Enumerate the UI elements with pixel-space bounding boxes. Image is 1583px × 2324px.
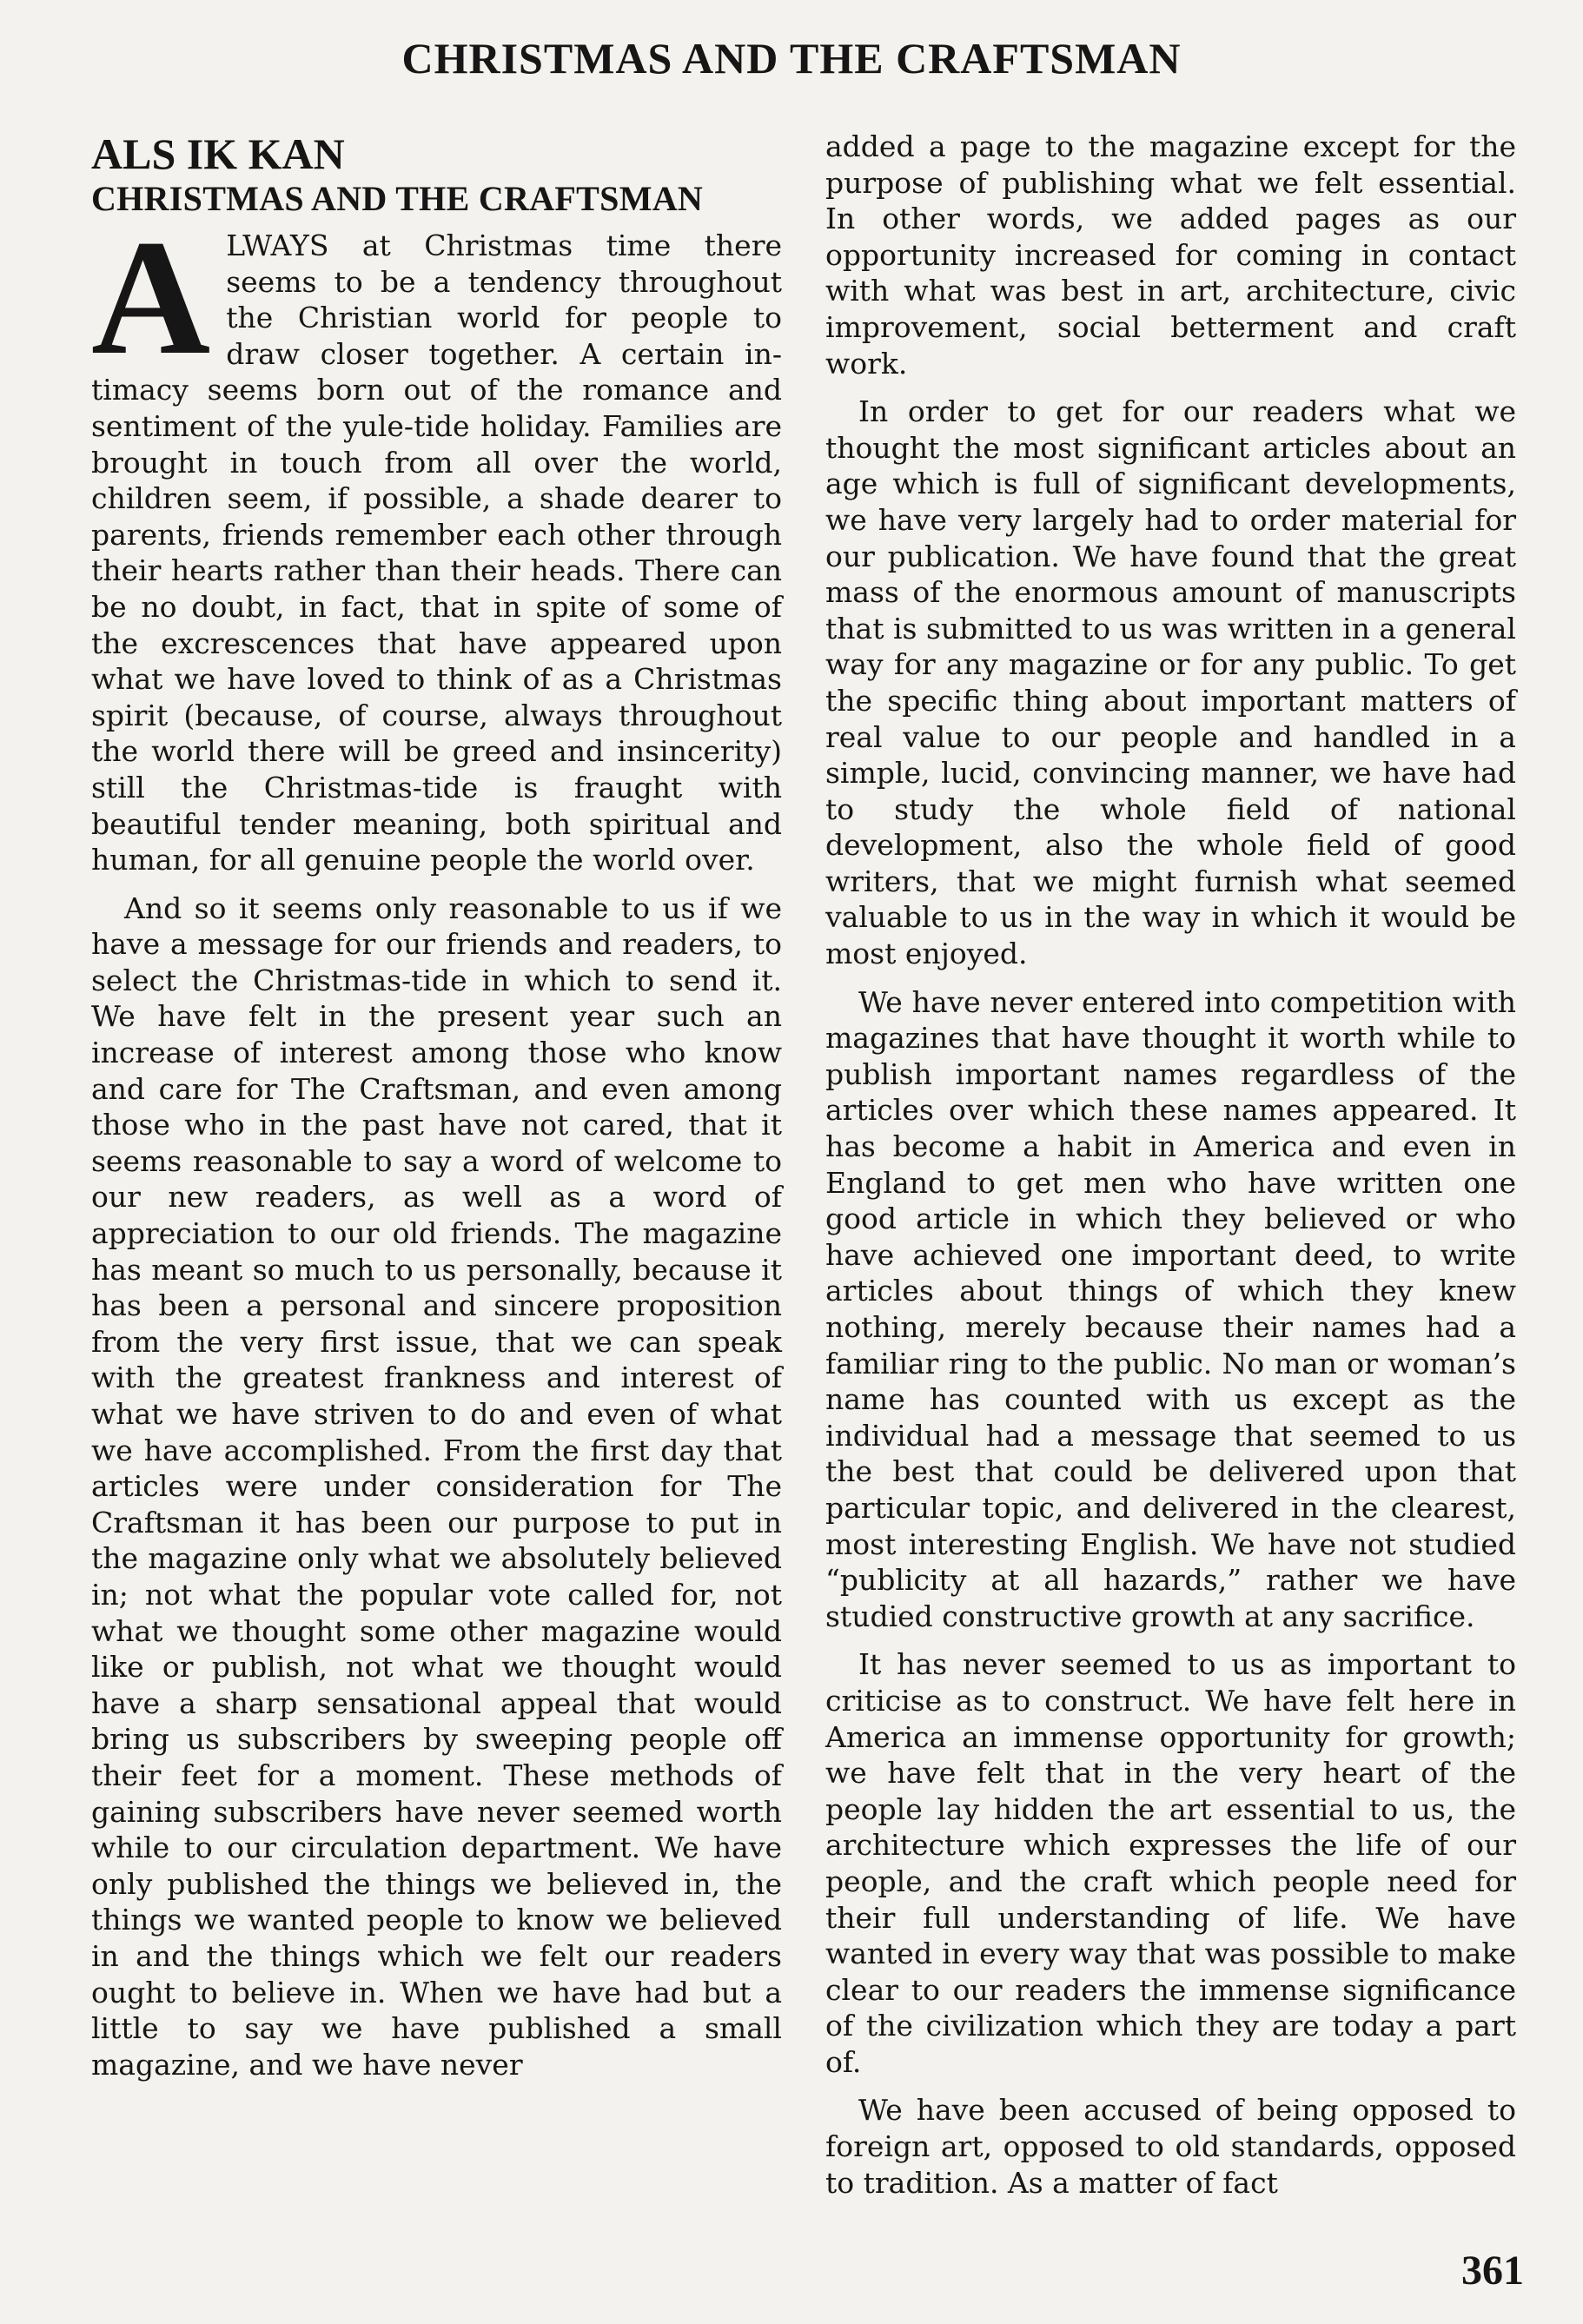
article-title: CHRISTMAS AND THE CRAFTSMAN [91,179,704,218]
paragraph-2: And so it seems only reasonable to us if we have a message for our friends and readers, to select the Christmas-tide in which to send it. We have felt in the present year such an increase of interest among those who know and care for The Craftsman, and even among those who in the past have not cared, that it seems reasonable to say a word of welcome to our new readers, as well as a word of appreciation to our old friends. The magazine has meant so much to us personally, because it has been a personal and sincere proposition from the very first issue, that we can speak with the greatest frankness and interest of what we have striven to do and even of what we have accomplished. From the first day that articles were under consideration for The Craftsman it has been our purpose to put in the magazine only what we absolutely believed in; not what the popular vote called for, not what we thought some other magazine would like or publish, not what we thought would have a sharp sensational appeal that would bring us subscribers by sweeping people off their feet for a moment. These methods of gaining subscribers have never seemed worth while to our circulation department. We have only published the things we believed in, the things we wanted people to know we believed in and the things which we felt our readers ought to believe in. When we have had but a little to say we have published a small magazine, and we have never [91,891,782,2082]
paragraph-3: In order to get for our readers what we thought the most significant articles about an age which is full of significant developments, we have very largely had to order material for our publication. We have found that the great mass of the enormous amount of manuscripts that is submitted to us was written in a general way for any magazine or for any public. To get the specific thing about important matters of real value to our people and handled in a simple, lucid, convincing manner, we have had to study the whole field of national development, also the whole field of good writers, that we might furnish what seemed valuable to us in the way in which it would be most enjoyed. [825,394,1516,971]
paragraph-continued: added a page to the magazine except for the purpose of publishing what we felt essential. In other words, we added pages as our opportunity increased for coming in contact with what was best in art, architecture, civic improvement, social betterment and craft work. [825,129,1516,381]
running-head: CHRISTMAS AND THE CRAFTSMAN [401,34,1182,83]
section-head: ALS IK KAN [91,129,345,178]
lead-word: LWAYS [226,228,329,262]
paragraph-4: We have never entered into competition with magazines that have thought it worth while to publish important names regardless of the articles over which these names appeared. It has become a habit in America and even in England to get men who have written one good article in which they believed or who have achieved one important deed, to write articles about things of which they knew nothing, merely because their names had a familiar ring to the public. No man or woman’s name has counted with us except as the individual had a message that seemed to us the best that could be delivered upon that particular topic, and delivered in the clearest, most interesting English. We have not studied “publicity at all hazards,” rather we have studied constructive growth at any sacrifice. [825,984,1516,1633]
paragraph-5: It has never seemed to us as important to criticise as to construct. We have felt here in America an immense opportunity for growth; we have felt that in the very heart of the people lay hidden the art essential to us, the architecture which expresses the life of our people, and the craft which people need for their full understanding of life. We have wanted in every way that was possible to make clear to our readers the immense significance of the civilization which they are today a part of. [825,1647,1516,2079]
paragraph-1-text: at Christmas time there seems to be a tendency throughout the Christian world for people to draw closer together. A certain intimacy seems born out of the romance and sentiment of the yule-tide holiday. Families are brought in touch from all over the world, children seem, if possible, a shade dearer to parents, friends remember each other through their hearts rather than their heads. There can be no doubt, in fact, that in spite of some of the excrescences that have appeared upon what we have loved to think of as a Christmas spirit (because, of course, always throughout the world there will be greed and insincerity) still the Christmas-tide is fraught with beautiful tender meaning, both spiritual and human, for all genuine people the world over. [91,228,782,877]
dropcap: A [91,207,211,389]
paragraph-1 [91,207,782,878]
paragraph-6: We have been accused of being opposed to foreign art, opposed to old standards, opposed to tradition. As a matter of fact [825,2093,1516,2200]
right-column [825,129,1516,2213]
page-number: 361 [1461,2248,1524,2294]
left-column [91,130,782,2095]
